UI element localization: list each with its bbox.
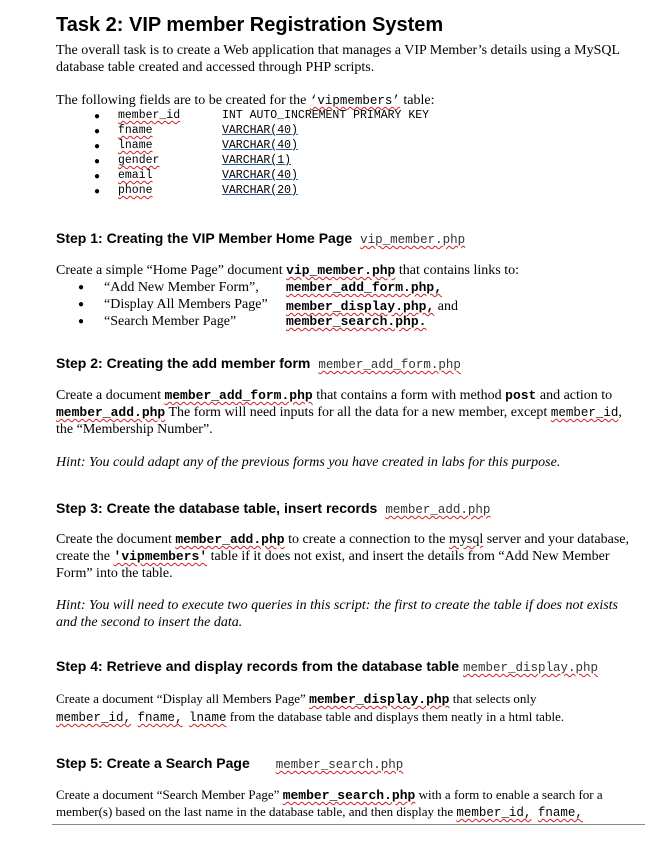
step2-line-2: member_add.php The form will need inputs for all the data for a new member, except member_id, xyxy=(56,405,622,420)
step3-line-3: Form” into the table. xyxy=(56,566,173,581)
intro-line-2: database table created and accessed through PHP scripts. xyxy=(56,60,375,75)
step2-hint: Hint: You could adapt any of the previous forms you have created in labs for this purpose. xyxy=(56,455,561,470)
link-file: member_add_form.php, xyxy=(286,280,443,295)
step3-line-2: create the 'vipmembers' table if it does not exist, and insert the details from “Add New Member xyxy=(56,549,610,564)
step2-line-3: the “Membership Number”. xyxy=(56,422,213,437)
field-name: fname xyxy=(118,124,153,137)
link-label: “Add New Member Form”, xyxy=(104,280,259,295)
step1-heading: Step 1: Creating the VIP Member Home Page vip_member.php xyxy=(56,230,466,247)
step3-heading: Step 3: Create the database table, insert records member_add.php xyxy=(56,500,491,517)
step3-hint-2: and the second to insert the data. xyxy=(56,615,243,630)
intro-paragraph xyxy=(56,42,656,76)
bullet-icon: ● xyxy=(94,156,101,167)
step3-file: member_add.php xyxy=(385,503,491,517)
bullet-icon: ● xyxy=(94,141,101,152)
field-type: VARCHAR(40) xyxy=(222,139,298,152)
step3-hint-1: Hint: You will need to execute two queries in this script: the first to create the table if does not exists xyxy=(56,598,618,613)
step5-line-2: member(s) based on the last name in the database table, and then display the member_id, fname, xyxy=(56,804,583,820)
step1-text: Create a simple “Home Page” document vip_member.php that contains links to: xyxy=(56,263,520,278)
link-label: “Display All Members Page” xyxy=(104,297,268,312)
step3-line-1: Create the document member_add.php to create a connection to the mysql server and your database, xyxy=(56,532,630,547)
step2-file: member_add_form.php xyxy=(318,358,461,372)
step4-line-2: member_id, fname, lname from the database table and displays them neatly in a html table. xyxy=(56,709,565,725)
field-name: phone xyxy=(118,184,153,197)
bullet-icon: ● xyxy=(78,299,85,310)
step2-heading: Step 2: Creating the add member form member_add_form.php xyxy=(56,355,461,372)
field-name: member_id xyxy=(118,109,181,122)
step4-line-1: Create a document “Display all Members Page” member_display.php that selects only xyxy=(56,691,537,707)
table-name: ‘vipmembers’ xyxy=(309,94,400,108)
field-name: gender xyxy=(118,154,160,167)
field-type: VARCHAR(1) xyxy=(222,154,292,167)
field-name: email xyxy=(118,169,153,182)
step2-line-1: Create a document member_add_form.php that contains a form with method post and action to xyxy=(56,388,613,403)
step4-file: member_display.php xyxy=(463,661,599,675)
document-page: Task 2: VIP member Registration System The overall task is to create a Web application that manages a VIP Member’s details using a MySQL database table created and accessed through PHP scripts. The following fields are to be created for the ‘vipmembers’ table: ● member_id INT AUTO_INCREMENT PRIMARY KEY ● fname VARCHAR(40) ● lname VARCHAR(40) ● gender VARCHAR(1) ● email VARCHAR(40) ● phone VARCHAR(20) Step 1: Creating the VIP Member Home Page vip_member.php Create a simple “Home Page” document vip_member.php that contains links to: ● “Add New Member Form”, member_add_form.php, ● “Display All Members Page” member_display.php, and ● “Search Member Page” member_search.php. Step 2: Creating the add member form member_add_form.php Create a document member_add_form.php that contains a form with method post and action to member_add.php The form will need inputs for all the data for a new member, except member_id, the “Membership Number”. Hint: You could adapt any of the previous forms you have created in labs for this purpose. Step 3: Create the database table, insert records member_add.php Create the document member_add.php to create a connection to the mysql server and your database, create the 'vipmembers' table if it does not exist, and insert the details from “Add New Member Form” into the table. Hint: You will need to execute two queries in this script: the first to create the table if does not exists and the second to insert the data. Step 4: Retrieve and display records from the database table member_display.php Create a document “Display all Members Page” member_display.php that selects only member_id, fname, lname from the database table and displays them neatly in a html table. Step 5: Create a Search Page member_search.php Create a document “Search Member Page” member_search.php with a form to enable a search for a member(s) based on the last name in the database table, and then display the member_id, fname, xyxy=(0,0,665,853)
intro-line-1: The overall task is to create a Web application that manages a VIP Member’s details using a MySQL xyxy=(56,43,621,58)
step1-file: vip_member.php xyxy=(360,233,466,247)
link-file: member_display.php, xyxy=(286,299,435,314)
field-type: VARCHAR(20) xyxy=(222,184,298,197)
step4-heading: Step 4: Retrieve and display records from the database table member_display.php xyxy=(56,658,599,675)
bullet-icon: ● xyxy=(78,282,85,293)
bottom-divider xyxy=(52,824,645,825)
step5-heading: Step 5: Create a Search Page member_search.php xyxy=(56,755,404,772)
field-type: VARCHAR(40) xyxy=(222,124,298,137)
bullet-icon: ● xyxy=(94,126,101,137)
field-type: INT AUTO_INCREMENT PRIMARY KEY xyxy=(222,109,430,122)
page-title: Task 2: VIP member Registration System xyxy=(56,14,444,36)
step5-file: member_search.php xyxy=(275,758,404,772)
step5-line-1: Create a document “Search Member Page” member_search.php with a form to enable a search for a xyxy=(56,787,603,803)
link-label: “Search Member Page” xyxy=(104,314,237,329)
field-type: VARCHAR(40) xyxy=(222,169,298,182)
bullet-icon: ● xyxy=(94,186,101,197)
fields-intro: The following fields are to be created for the ‘vipmembers’ table: xyxy=(56,93,435,108)
bullet-icon: ● xyxy=(94,171,101,182)
bullet-icon: ● xyxy=(94,111,101,122)
bullet-icon: ● xyxy=(78,316,85,327)
link-file: member_search.php. xyxy=(286,314,427,329)
field-name: lname xyxy=(118,139,153,152)
